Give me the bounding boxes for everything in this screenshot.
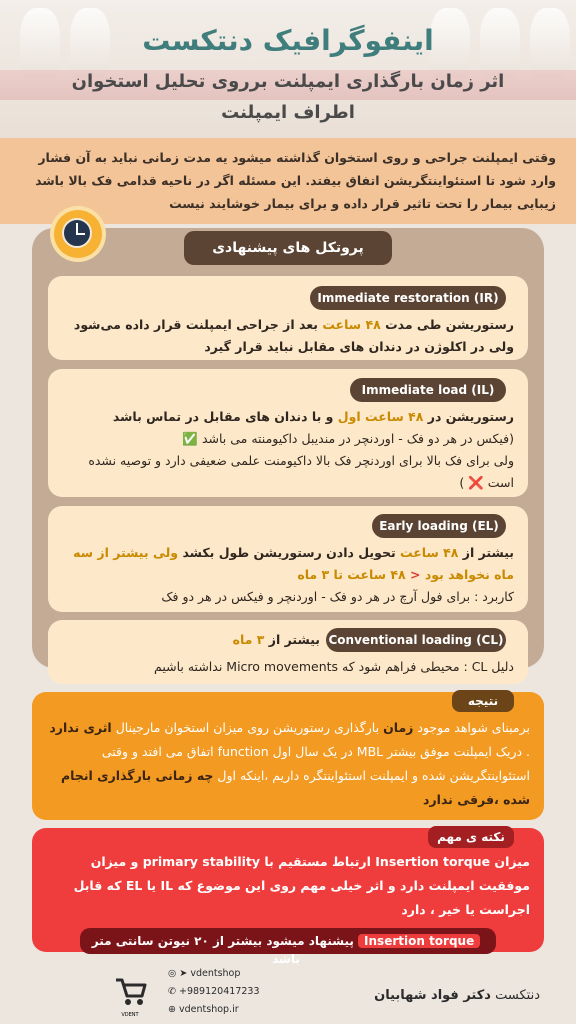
ir-highlight: ۴۸ ساعت [322, 317, 381, 332]
il-maxilla-text: ولی برای فک بالا برای اوردنچر فک بالا داکیومنت علمی ضعیفی دارد و توصیه نشده است ❌ ) [88, 453, 514, 490]
il-text-1: رستوریشن در [427, 409, 514, 424]
protocol-text-il [62, 406, 514, 428]
clock-hand [76, 233, 85, 235]
logo-text: VDENT [121, 1012, 139, 1018]
protocol-label-cl: Conventional loading (CL) [326, 628, 506, 652]
intro-text: وقتی ایمپلنت جراحی و روی استخوان گذاشته میشود یه مدت زمانی نباید به آن فشار وارد شود تا استئواینتگریشن اتفاق بیفتد. این مسئله اگر در ناحیه قدامی فک بالا باشد زیبایی بیمار را تحت تاثیر قرار داده و برای بیمار خوشایند نیست [35, 150, 556, 211]
el-text-2: تحویل دادن رستوریشن طول بکشد [182, 545, 396, 560]
vdent-logo [110, 972, 150, 1018]
ir-text-2: بعد از جراحی ایمپلنت قرار داده می‌شود ولی در اکلوژن در دندان های مقابل نباید قرار گیرد [73, 317, 514, 354]
page-subtitle: اثر زمان بارگذاری ایمپلنت برروی تحلیل استخوان اطراف ایمپلنت [71, 71, 505, 123]
telegram-icon: ➤ [179, 968, 188, 979]
il-documented-text: (فیکس در هر دو فک - اوردنچر در مندیبل داکیومنته می باشد ✅ [182, 431, 514, 446]
note-tag: نکته ی مهم [428, 826, 514, 848]
instagram-icon: ◎ [168, 968, 177, 979]
phone-contact[interactable] [168, 986, 288, 997]
el-highlight-3: ۴۸ ساعت تا ۳ ماه [297, 567, 406, 582]
note-bar-text: پیشنهاد میشود بیشتر از ۲۰ نیوتن سانتی متر باشد [91, 934, 354, 966]
result-text-3: . دریک ایمپلنت موفق بیشتر MBL در یک سال اول function اتفاق می افتد و وقتی استئواینتگریشن شده و ایمپلنت استئواینتگره داریم ،اینکه اول [101, 744, 530, 783]
protocol-text-ir [62, 314, 514, 358]
instagram-contact[interactable] [168, 968, 288, 979]
note-recommend-text [86, 932, 486, 968]
result-highlight-1: زمان [383, 720, 414, 735]
note-text: میزان Insertion torque ارتباط مستقیم با primary stability و میزان موفقیت ایمپلنت دارد و اثر خیلی مهم روی این موضوع که IL یا EL که قابل اجراست یا خیر ، دارد [73, 854, 530, 917]
el-highlight-1: ۴۸ ساعت [400, 545, 459, 560]
whatsapp-icon: ✆ [168, 986, 176, 997]
website-url: vdentshop.ir [179, 1004, 239, 1015]
result-highlight-2: اثری ندارد [49, 720, 112, 735]
protocol-text-cl [200, 629, 320, 651]
brand-name: دنتکست [495, 988, 540, 1003]
el-highlight-2: ولی بیشتر از سه ماه نخواهد بود [73, 545, 514, 582]
result-text-2: بارگذاری رستوریشن روی میزان استخوان مارجینال [115, 720, 380, 735]
website-contact[interactable] [168, 1004, 288, 1015]
insertion-torque-badge: Insertion torque [358, 934, 480, 948]
protocol-text-el: بیشتر از ۴۸ ساعت تحویل دادن رستوریشن طول بکشد ولی بیشتر از سه ماه نخواهد بود < ۴۸ ساعت تا ۳ ماه [73, 545, 514, 582]
page-title: اینفوگرافیک دنتکست [142, 24, 434, 57]
cl-reason-text: دلیل CL : محیطی فراهم شود که Micro movements نداشته باشیم [154, 659, 514, 674]
el-text-1: بیشتر از [462, 545, 514, 560]
cl-text-1: بیشتر از [268, 632, 320, 647]
result-tag: نتیجه [452, 690, 514, 712]
author-name: دکتر فواد شهابیان [374, 988, 491, 1003]
instagram-handle: vdentshop [190, 968, 241, 979]
protocol-label-il: Immediate load (IL) [350, 378, 506, 402]
cl-highlight: ۳ ماه [232, 632, 265, 647]
il-text-2: و با دندان های مقابل در تماس باشد [112, 409, 334, 424]
result-text-1: برمبنای شواهد موجود [417, 720, 530, 735]
result-text [46, 716, 530, 812]
il-highlight: ۴۸ ساعت اول [337, 409, 424, 424]
el-usage-text: کاربرد : برای فول آرچ در هر دو فک - اوردنچر و فیکس در هر دو فک [161, 589, 514, 604]
result-highlight-3: چه زمانی بارگذاری انجام شده ،فرقی ندارد [60, 768, 530, 807]
globe-icon: ⊕ [168, 1004, 176, 1015]
phone-number: +989120417233 [179, 986, 260, 997]
protocols-title: پروتکل های پیشنهادی [184, 231, 392, 265]
cart-icon [110, 972, 150, 1012]
author-credit [300, 988, 540, 1003]
ir-text-1: رستوریشن طی مدت [385, 317, 514, 332]
protocol-label-el: Early loading (EL) [372, 514, 506, 538]
protocol-label-ir: Immediate restoration (IR) [310, 286, 506, 310]
